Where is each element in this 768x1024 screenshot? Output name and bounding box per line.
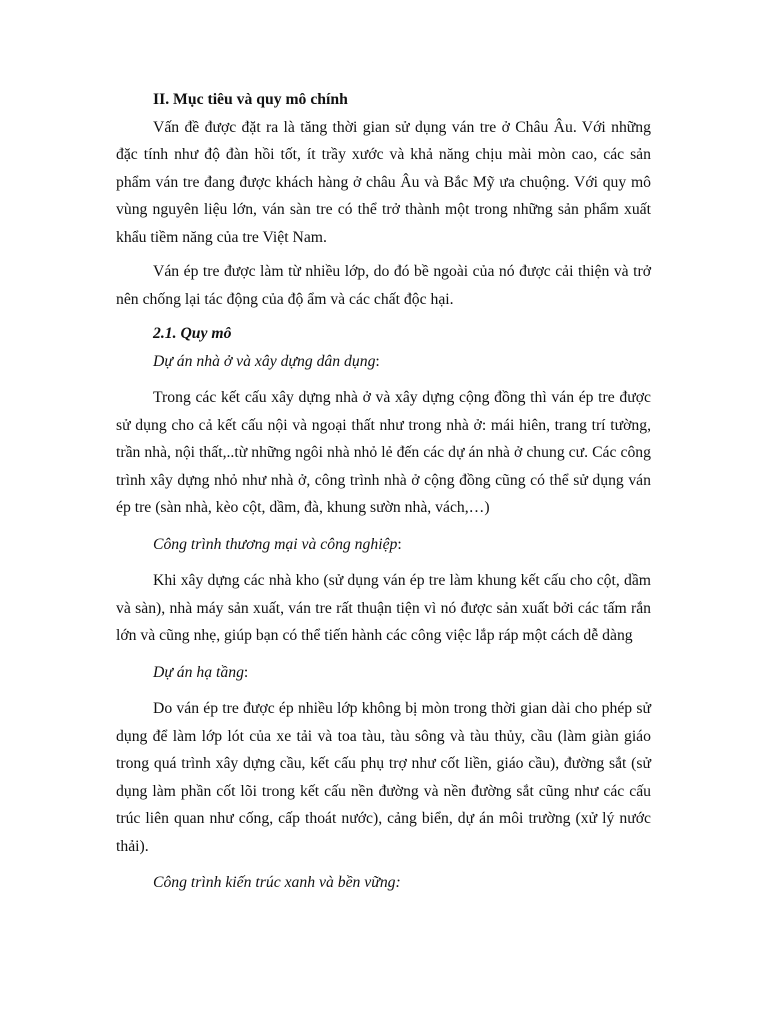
heading-colon: : [243, 663, 249, 681]
item-heading-residential [116, 348, 651, 376]
item-heading-text: Dự án hạ tầng [153, 663, 244, 681]
document-page [116, 86, 651, 897]
item-heading-green: Công trình kiến trúc xanh và bền vững: [153, 874, 401, 891]
heading-colon: : [375, 352, 380, 370]
item-heading-text: Dự án nhà ở và xây dựng dân dụng [153, 352, 376, 370]
item-heading-infrastructure [116, 659, 651, 687]
section-title: II. Mục tiêu và quy mô chính [153, 91, 348, 108]
subsection-title: 2.1. Quy mô [153, 325, 232, 342]
item-body-infrastructure: Do ván ép tre được ép nhiều lớp không bị mòn trong thời gian dài cho phép sử dụng để làm lớp lót của xe tải và toa tàu, tàu sông và tàu thủy, cầu (làm giàn giáo trong quá trình xây dựng cầu, kết cấu phụ trợ như cốt liền, giáo cầu), đường sắt (sử dụng làm phần cốt lõi trong kết cấu nền đường và nền đường sắt cũng như các cấu trúc liên quan như cống, cấp thoát nước), cảng biển, dự án môi trường (xử lý nước thải). [116, 700, 651, 855]
item-heading-text: Công trình thương mại và công nghiệp [153, 535, 398, 553]
item-heading-commercial [116, 531, 651, 559]
layer-paragraph: Ván ép tre được làm từ nhiều lớp, do đó bề ngoài của nó được cải thiện và trở nên chống lại tác động của độ ẩm và các chất độc hại. [116, 263, 651, 308]
item-body-residential: Trong các kết cấu xây dựng nhà ở và xây dựng cộng đồng thì ván ép tre được sử dụng cho cả kết cấu nội và ngoại thất như trong nhà ở: mái hiên, trang trí tường, trần nhà, nội thất,..từ những ngôi nhà nhỏ lẻ đến các dự án nhà ở chung cư. Các công trình xây dựng nhỏ như nhà ở, công trình nhà ở cộng đồng cũng có thể sử dụng ván ép tre (sàn nhà, kèo cột, dầm, đà, khung sườn nhà, vách,…) [116, 389, 651, 516]
heading-colon: : [397, 535, 402, 553]
intro-paragraph: Vấn đề được đặt ra là tăng thời gian sử dụng ván tre ở Châu Âu. Với những đặc tính như độ đàn hồi tốt, ít trầy xước và khả năng chịu mài mòn cao, các sản phẩm ván tre đang được khách hàng ở châu Âu và Bắc Mỹ ưa chuộng. Với quy mô vùng nguyên liệu lớn, ván sàn tre có thể trở thành một trong những sản phẩm xuất khẩu tiềm năng của tre Việt Nam. [116, 118, 651, 246]
item-body-commercial: Khi xây dựng các nhà kho (sử dụng ván ép tre làm khung kết cấu cho cột, dầm và sàn), nhà máy sản xuất, ván tre rất thuận tiện vì nó được sản xuất bởi các tấm rắn lớn và cũng nhẹ, giúp bạn có thể tiến hành các công việc lắp ráp một cách dễ dàng [116, 572, 651, 644]
